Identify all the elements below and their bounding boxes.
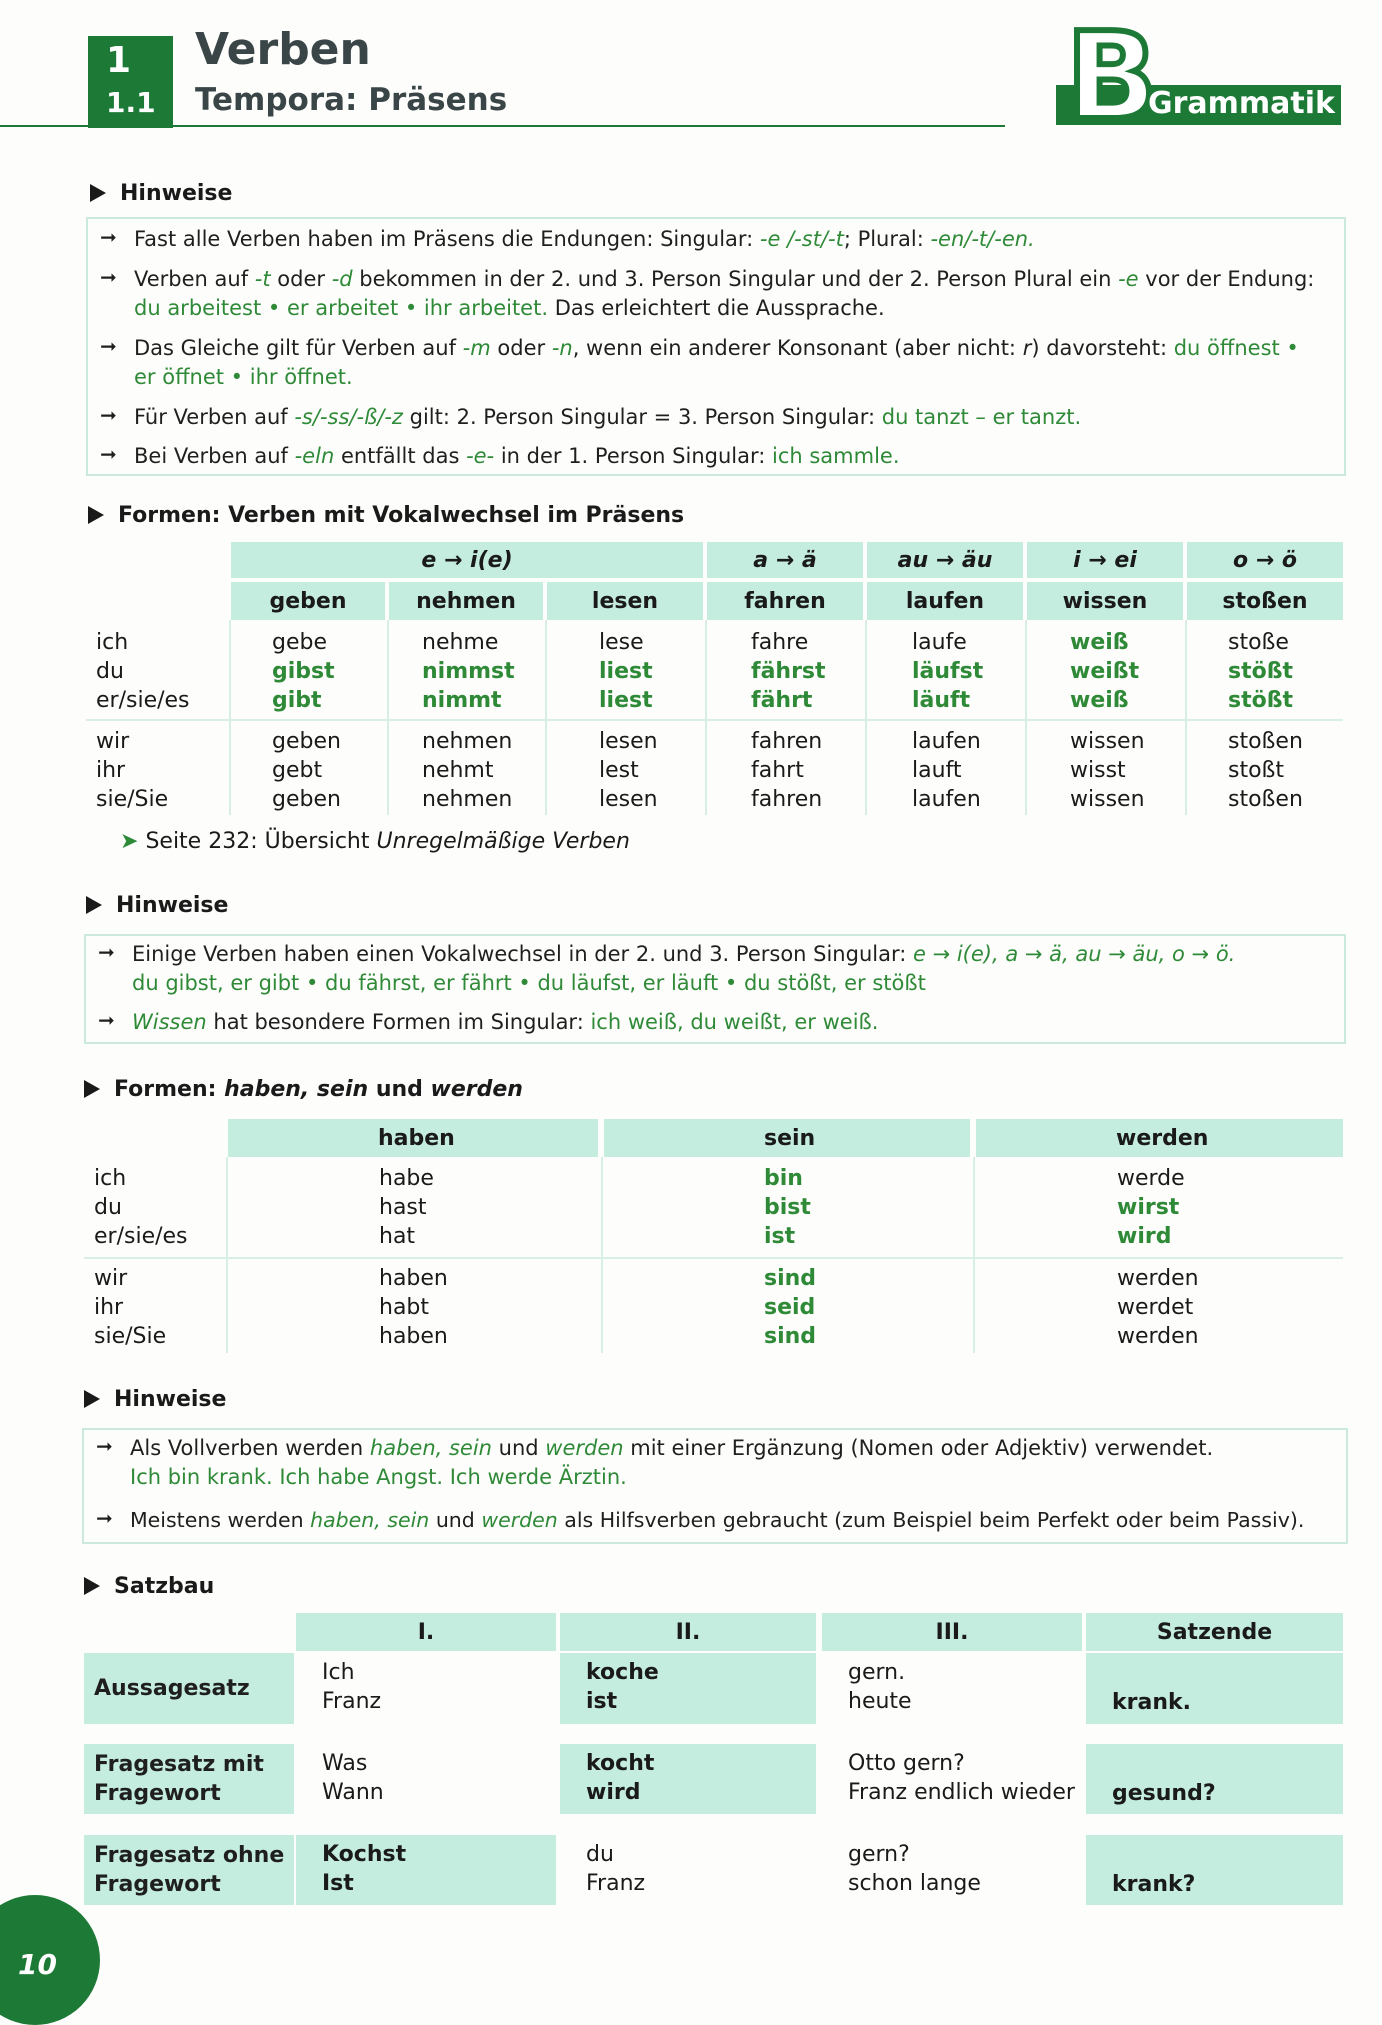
satzbau-col-header-1: I. (296, 1613, 556, 1651)
column-divider (545, 620, 547, 815)
note-item: Wissen hat besondere Formen im Singular: ich weiß, du weißt, er weiß. (132, 1010, 879, 1034)
satzbau-col-header-2: II. (560, 1613, 816, 1651)
satzbau-verb-cell: kocht wird (586, 1751, 655, 1805)
pronoun-list-plural: wir ihr sie/Sie (94, 1266, 167, 1349)
satzbau-row-label: Fragesatz ohne Fragewort (84, 1835, 294, 1905)
arrow-icon: ➞ (100, 225, 117, 249)
conj-lesen-plur: lesen lest lesen (599, 729, 658, 812)
logo-letter: B (1066, 8, 1158, 147)
triangle-bullet-icon (86, 896, 102, 914)
arrow-icon: ➞ (98, 1008, 115, 1032)
section-number: 1.1 (106, 86, 156, 119)
arrow-icon: ➞ (98, 940, 115, 964)
conj-werden-plur: werden werdet werden (1117, 1266, 1199, 1349)
conj-geben-plur: geben gebt geben (272, 729, 341, 812)
conj-fahren-plur: fahren fahrt fahren (751, 729, 823, 812)
conj-sein-plur: sind seid sind (764, 1266, 817, 1349)
row-divider (84, 1257, 1343, 1259)
conj-geben-sing: gebe gibst gibt (272, 630, 335, 713)
column-divider (601, 1157, 603, 1353)
conj-nehmen-sing: nehme nimmst nimmt (422, 630, 515, 713)
pronoun-list-singular: ich du er/sie/es (96, 630, 190, 713)
verb-header-haben: haben (228, 1119, 598, 1157)
column-divider (1025, 620, 1027, 815)
satzbau-col-header-3: III. (822, 1613, 1082, 1651)
note-item: Einige Verben haben einen Vokalwechsel in der 2. und 3. Person Singular: e → i(e), a → ä, au → äu, o → ö. du gibst, er gibt • du fährst, er fährt • du läufst, er läuft • du stößt, er stößt (132, 942, 1236, 995)
satzbau-col-header-end: Satzende (1086, 1613, 1343, 1651)
satzbau-row-label: Aussagesatz (84, 1653, 294, 1724)
satzbau-row-label: Fragesatz mit Fragewort (84, 1744, 294, 1814)
note-item: Das Gleiche gilt für Verben auf -m oder -n, wenn ein anderer Konsonant (aber nicht: r) davorsteht: du öffnest • er öffnet • ihr öffnet. (134, 336, 1299, 389)
page-subtitle: Tempora: Präsens (195, 82, 508, 118)
column-divider (226, 1157, 228, 1353)
column-divider (705, 620, 707, 815)
pronoun-list-plural: wir ihr sie/Sie (96, 729, 169, 812)
conj-sein-sing: bin bist ist (764, 1166, 811, 1249)
conj-wissen-sing: weiß weißt weiß (1070, 630, 1140, 713)
pronoun-list-singular: ich du er/sie/es (94, 1166, 188, 1249)
group-header-o-oe: o → ö (1187, 542, 1343, 578)
section-heading-haben-sein-werden: Formen: haben, sein und werden (84, 1077, 523, 1102)
group-header-e-ie: e → i(e) (231, 542, 703, 578)
page-title: Verben (195, 24, 371, 75)
conj-stossen-sing: stoße stößt stößt (1228, 630, 1294, 713)
satzbau-cell: Was Wann (322, 1751, 384, 1805)
conj-werden-sing: werde wirst wird (1117, 1166, 1185, 1249)
note-item: Fast alle Verben haben im Präsens die Endungen: Singular: -e /-st/-t; Plural: -en/-t/-en. (134, 227, 1035, 251)
satzbau-cell: gern. heute (848, 1660, 912, 1714)
conj-wissen-plur: wissen wisst wissen (1070, 729, 1145, 812)
section-heading-hinweise-3: Hinweise (84, 1387, 226, 1412)
note-item: Für Verben auf -s/-ss/-ß/-z gilt: 2. Person Singular = 3. Person Singular: du tanzt – er tanzt. (134, 405, 1082, 429)
chevron-right-icon: ➤ (120, 829, 139, 854)
verb-header: laufen (867, 582, 1023, 620)
column-divider (973, 1157, 975, 1353)
row-divider (86, 719, 1343, 721)
arrow-icon: ➞ (100, 403, 117, 427)
verb-header: fahren (707, 582, 863, 620)
verb-header: stoßen (1187, 582, 1343, 620)
conj-lesen-sing: lese liest liest (599, 630, 653, 713)
conj-stossen-plur: stoßen stoßt stoßen (1228, 729, 1303, 812)
satzbau-cell: Ich Franz (322, 1660, 382, 1714)
page-number: 10 (18, 1948, 57, 1981)
conj-fahren-sing: fahre fährst fährt (751, 630, 826, 713)
conj-haben-sing: habe hast hat (379, 1166, 434, 1249)
note-item: Bei Verben auf -eln entfällt das -e- in der 1. Person Singular: ich sammle. (134, 444, 900, 468)
group-header-a-ae: a → ä (707, 542, 863, 578)
arrow-icon: ➞ (100, 265, 117, 289)
satzbau-verb-cell: koche ist (586, 1660, 659, 1714)
note-item: Meistens werden haben, sein und werden als Hilfsverben gebraucht (zum Beispiel beim Perfekt oder beim Passiv). (130, 1508, 1305, 1532)
verb-header-sein: sein (604, 1119, 970, 1157)
note-item: Verben auf -t oder -d bekommen in der 2. und 3. Person Singular und der 2. Person Plural ein -e vor der Endung: du arbeitest • er arbeitet • ihr arbeitet. Das erleichtert die Aussprache. (134, 267, 1315, 320)
page-reference: ➤ Seite 232: Übersicht Unregelmäßige Verben (120, 829, 630, 854)
triangle-bullet-icon (90, 184, 106, 202)
arrow-icon: ➞ (96, 1506, 113, 1530)
triangle-bullet-icon (84, 1577, 100, 1595)
header-rule (0, 125, 1005, 127)
column-divider (1185, 620, 1187, 815)
verb-header: lesen (547, 582, 703, 620)
section-heading-hinweise-1: Hinweise (90, 181, 232, 206)
column-divider (387, 620, 389, 815)
satzbau-end-cell: krank. (1112, 1690, 1191, 1715)
verb-header: geben (231, 582, 385, 620)
verb-header: wissen (1027, 582, 1183, 620)
conj-laufen-sing: laufe läufst läuft (912, 630, 984, 713)
conj-haben-plur: haben habt haben (379, 1266, 448, 1349)
conj-laufen-plur: laufen lauft laufen (912, 729, 981, 812)
group-header-i-ei: i → ei (1027, 542, 1183, 578)
satzbau-cell: Otto gern? Franz endlich wieder (848, 1751, 1075, 1805)
conj-nehmen-plur: nehmen nehmt nehmen (422, 729, 513, 812)
satzbau-verb-cell: Kochst Ist (322, 1842, 407, 1896)
column-divider (229, 620, 231, 815)
chapter-number: 1 (106, 40, 132, 81)
triangle-bullet-icon (88, 506, 104, 524)
column-divider (865, 620, 867, 815)
logo-label: Grammatik (1148, 86, 1336, 121)
section-heading-vokalwechsel: Formen: Verben mit Vokalwechsel im Präsens (88, 503, 684, 528)
note-item: Als Vollverben werden haben, sein und werden mit einer Ergänzung (Nomen oder Adjektiv) verwendet. Ich bin krank. Ich habe Angst. Ich werde Ärztin. (130, 1436, 1214, 1489)
arrow-icon: ➞ (100, 442, 117, 466)
group-header-au-aeu: au → äu (867, 542, 1023, 578)
verb-header: nehmen (389, 582, 543, 620)
satzbau-end-cell: krank? (1112, 1872, 1196, 1897)
satzbau-end-cell: gesund? (1112, 1781, 1216, 1806)
satzbau-cell: gern? schon lange (848, 1842, 981, 1896)
arrow-icon: ➞ (96, 1434, 113, 1458)
section-heading-hinweise-2: Hinweise (86, 893, 228, 918)
arrow-icon: ➞ (100, 334, 117, 358)
triangle-bullet-icon (84, 1390, 100, 1408)
chapter-number-box (88, 36, 173, 128)
triangle-bullet-icon (84, 1080, 100, 1098)
satzbau-cell: du Franz (586, 1842, 646, 1896)
verb-header-werden: werden (976, 1119, 1343, 1157)
section-heading-satzbau: Satzbau (84, 1574, 214, 1599)
